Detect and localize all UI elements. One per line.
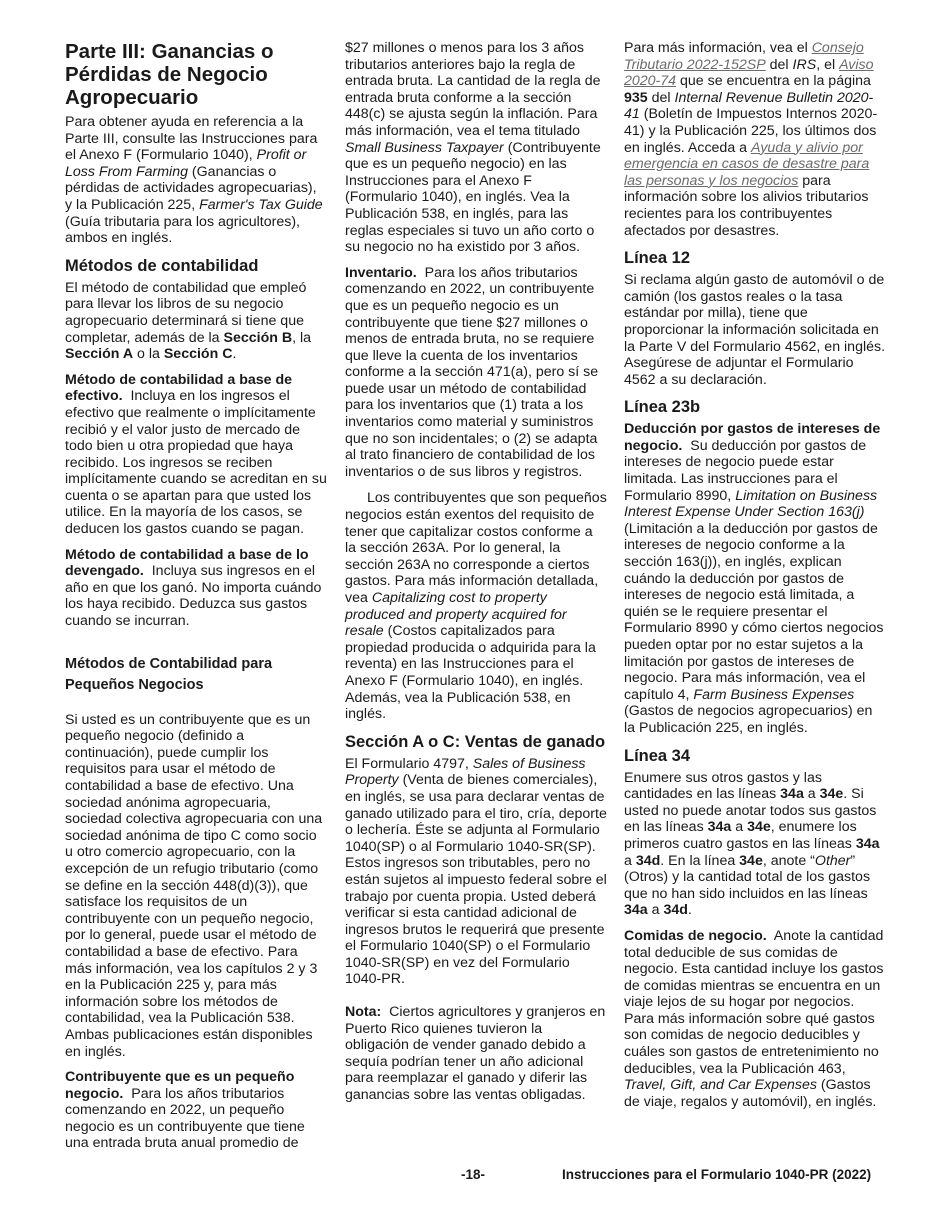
parte-iii-intro: Para obtener ayuda en referencia a la Parte III, consulte las Instrucciones para el Anexo F (Formulario 1040), Profit or Loss From Farming (Ganancias o pérdidas de actividades agropecuarias), y la Publicación 225, Farmer's Tax Guide (Guía tributaria para los agricultores), ambos en inglés.	[65, 114, 323, 247]
deduccion-intereses-paragraph: Deducción por gastos de intereses de negocio. Su deducción por gastos de intereses de negocio puede estar limitada. Las instrucciones para el Formulario 8990, Limitation on Business Interest Expense Under Section 163(j) (Limitación a la deducción por gastos de intereses de negocio conforme a la sección 163(j)), en inglés, explican cuándo la deducción por gastos de intereses de negocio está limitada, a quién se le requiere presentar el Formulario 8990 y cómo ciertos negocios pueden optar por no estar sujetos a la limitación por gastos de intereses de negocio. Para más información, vea el capítulo 4, Farm Business Expenses (Gastos de negocios agropecuarios) en la Publicación 225, en inglés.	[624, 421, 884, 736]
column-middle	[345, 40, 607, 1113]
nota-lead: Nota:	[345, 1004, 382, 1021]
ventas-ganado-text: El Formulario 4797, Sales of Business Property (Venta de bienes comerciales), en inglés, se usa para declarar ventas de ganado utilizado para el tiro, cría, deporte o lechería. Éste se adjunta al Formulario 1040(SP) o al Formulario 1040-SR(SP). Estos ingresos son tributables, pero no están sujetos al impuesto federal sobre el trabajo por cuenta propia. Usted deberá verificar si esta cantidad adicional de ingresos brutos le requerirá que presente el Formulario 1040(SP) o el Formulario 1040-SR(SP) en vez del Formulario 1040-PR.	[345, 755, 607, 988]
aviso-2020-74-link[interactable]: Aviso 2020-74	[624, 56, 874, 90]
continuation-paragraph: $27 millones o menos para los 3 años tributarios anteriores bajo la regla de entrada bruta. La cantidad de la regla de entrada bruta conforme a la sección 448(c) se ajusta según la inflación. Para más información, vea el tema titulado Small Business Taxpayer (Contribuyente que es un pequeño negocio) en las Instrucciones para el Anexo F (Formulario 1040), en inglés. Vea la Publicación 538, en inglés, para las reglas especiales si tuvo un año corto o su negocio no ha existido por 3 años.	[345, 40, 601, 256]
nota-paragraph: Nota: Ciertos agricultores y granjeros en Puerto Rico quienes tuvieron la obligación de vender ganado debido a sequía podrían tener un año adicional para reemplazar el ganado y diferir las ganancias sobre las ventas obligadas.	[345, 1004, 606, 1104]
exentos-paragraph: Los contribuyentes que son pequeños negocios están exentos del requisito de tener que capitalizar costos conforme a la sección 263A. Por lo general, la sección 263A no corresponde a ciertos gastos. Para más información detallada, vea Capitalizing cost to property produced and property acquired for resale (Costos capitalizados para propiedad producida o adquirida para la reventa) en las Instrucciones para el Anexo F (Formulario 1040), en inglés. Además, vea la Publicación 538, en inglés.	[345, 490, 607, 723]
column-right	[624, 40, 886, 1119]
inventario-lead: Inventario.	[345, 264, 417, 281]
ayuda-desastre-link[interactable]: Ayuda y alivio por emergencia en casos de desastre para las personas y los negocios	[624, 139, 870, 189]
metodo-efectivo-paragraph: Método de contabilidad a base de efectivo. Incluya en los ingresos el efectivo que realmente o implícitamente recibió y el valor justo de mercado de todo bien u otra propiedad que haya recibido. Los ingresos se reciben implícitamente cuando se acreditan en su cuenta o se apartan para que usted los utilice. En la mayoría de los casos, se deducen los gastos cuando se pagan.	[65, 371, 327, 538]
page-number: -18-	[461, 1167, 486, 1182]
contribuyente-pequeno-lead: Contribuyente que es un pequeño negocio.	[65, 1069, 295, 1102]
page-footer	[0, 1167, 950, 1187]
metodo-efectivo-lead: Método de contabilidad a base de efectivo.	[65, 371, 293, 405]
column-left	[65, 40, 327, 1161]
pequenos-negocios-text: Si usted es un contribuyente que es un pequeño negocio (definido a continuación), puede cumplir los requisitos para usar el método de contabilidad a base de efectivo. Una sociedad anónima agropecuaria, sociedad colectiva agropecuaria con una sociedad anónima de tipo C como socio u otro comercio agropecuario, con la excepción de un refugio tributario (como se define en la sección 448(d)(3)), que satisface los requisitos de un contribuyente con un pequeño negocio, por lo general, puede usar el método de contabilidad a base de efectivo. Para más información, vea los capítulos 2 y 3 en la Publicación 225 y, para más información sobre los métodos de contabilidad, vea la Publicación 538. Ambas publicaciones están disponibles en inglés.	[65, 711, 323, 1060]
consejo-tributario-link[interactable]: Consejo Tributario 2022-152SP	[624, 40, 864, 73]
metodos-contabilidad-text: El método de contabilidad que empleó para llevar los libros de su negocio agropecuario determinará si tiene que completar, además de la Sección B, la Sección A o la Sección C.	[65, 279, 312, 363]
linea-34-heading: Línea 34	[624, 746, 691, 765]
pequenos-negocios-heading: Métodos de Contabilidad para Pequeños Negocios	[65, 655, 273, 693]
metodos-contabilidad-heading: Métodos de contabilidad	[65, 256, 259, 275]
parte-iii-heading: Parte III: Ganancias o Pérdidas de Negocio Agropecuario	[65, 40, 274, 109]
deduccion-intereses-lead: Deducción por gastos de intereses de negocio.	[624, 421, 881, 454]
linea-34-text: Enumere sus otros gastos y las cantidades en las líneas 34a a 34e. Si usted no puede anotar todos sus gastos en las líneas 34a a 34e, enumere los primeros cuatro gastos en las líneas 34a a 34d. En la línea 34e, anote “Other” (Otros) y la cantidad total de los gastos que no han sido incluidos en las líneas 34a a 34d.	[624, 769, 880, 919]
inventario-paragraph: Inventario. Para los años tributarios comenzando en 2022, un contribuyente que es un pequeño negocio es un contribuyente que tiene $27 millones o menos de entrada bruta, no se requiere que lleve la cuenta de los inventarios conforme a la sección 471(a), pero sí se puede usar un método de contabilidad para los inventarios que (1) trata a los inventarios como material y suministros que no son incidentales; o (2) se adapta al trato financiero de contabilidad de los inventarios o de sus libros y registros.	[345, 264, 599, 480]
mas-informacion-paragraph: Para más información, vea el Consejo Tributario 2022-152SP del IRS, el Aviso 2020-74 que se encuentra en la página 935 del Internal Revenue Bulletin 2020-41 (Boletín de Impuestos Internos 2020-41) y la Publicación 225, los últimos dos en inglés. Acceda a Ayuda y alivio por emergencia en casos de desastre para las personas y los negocios para información sobre los alivios tributarios recientes para los contribuyentes afectados por desastres.	[624, 40, 878, 239]
ventas-ganado-heading: Sección A o C: Ventas de ganado	[345, 732, 606, 751]
linea-12-text: Si reclama algún gasto de automóvil o de camión (los gastos reales o la tasa estándar por milla), tiene que proporcionar la información solicitada en la Parte V del Formulario 4562, en inglés. Asegúrese de adjuntar el Formulario 4562 a su declaración.	[624, 272, 886, 388]
linea-12-heading: Línea 12	[624, 249, 691, 268]
metodo-devengado-lead: Método de contabilidad a base de lo devengado.	[65, 546, 309, 580]
metodo-devengado-paragraph: Método de contabilidad a base de lo devengado. Incluya sus ingresos en el año en que los ganó. No importa cuándo los haya recibido. Deduzca sus gastos cuando se incurran.	[65, 546, 322, 630]
linea-23b-heading: Línea 23b	[624, 398, 701, 417]
contribuyente-pequeno-paragraph: Contribuyente que es un pequeño negocio. Para los años tributarios comenzando en 2022, un pequeño negocio es un contribuyente que tiene una entrada bruta anual promedio de	[65, 1069, 305, 1152]
form-title: Instrucciones para el Formulario 1040-PR (2022)	[562, 1167, 872, 1182]
comidas-negocio-paragraph: Comidas de negocio. Anote la cantidad total deducible de sus comidas de negocio. Esta cantidad incluye los gastos de comidas mientras se encuentra en un viaje lejos de su hogar por negocios. Para más información sobre qué gastos son comidas de negocio deducibles y cuáles son gastos de entretenimiento no deducibles, vea la Publicación 463, Travel, Gift, and Car Expenses (Gastos de viaje, regalos y automóvil), en inglés.	[624, 927, 884, 1110]
comidas-negocio-lead: Comidas de negocio.	[624, 927, 767, 944]
